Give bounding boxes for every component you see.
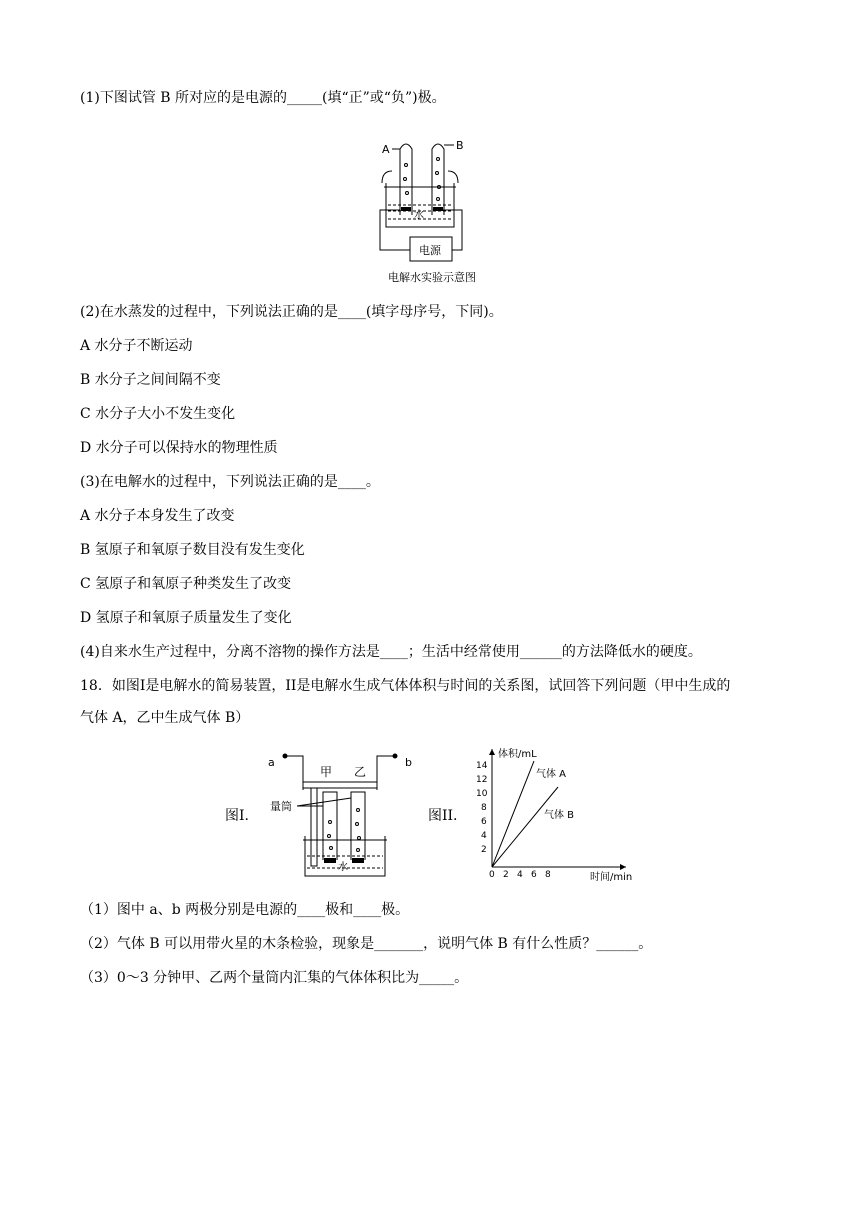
x-tick-8: 8 xyxy=(545,870,551,880)
tube-a-label: A xyxy=(382,143,390,156)
x-tick-2: 2 xyxy=(503,870,509,880)
q18-sub2: （2）气体 B 可以用带火星的木条检验，现象是_______，说明气体 B 有什么性质？______。 xyxy=(80,936,653,952)
volume-time-chart xyxy=(476,745,641,885)
x-axis-label: 时间/min xyxy=(590,872,633,883)
electrolysis-figure-1 xyxy=(370,135,510,289)
y-axis-label: 体积/mL xyxy=(498,749,537,760)
x-tick-4: 4 xyxy=(517,870,523,880)
x-tick-0: 0 xyxy=(489,870,495,880)
q17-part2-option-d: D 水分子可以保持水的物理性质 xyxy=(80,440,278,456)
q17-part2: (2)在水蒸发的过程中，下列说法正确的是____(填字母序号，下同)。 xyxy=(80,304,503,320)
q17-part3-option-a: A 水分子本身发生了改变 xyxy=(80,508,235,524)
water-label: 水 xyxy=(414,210,424,221)
power-label: 电源 xyxy=(419,244,441,257)
q17-part3-option-c: C 氢原子和氧原子种类发生了改变 xyxy=(80,576,292,592)
y-tick-6: 6 xyxy=(481,817,487,827)
q17-part3-option-d: D 氢原子和氧原子质量发生了变化 xyxy=(80,610,292,626)
y-tick-8: 8 xyxy=(481,803,487,813)
trough-water-label: 水 xyxy=(338,862,348,873)
electrode-b-label: b xyxy=(405,756,412,769)
q18-sub3: （3）0～3 分钟甲、乙两个量筒内汇集的气体体积比为_____。 xyxy=(80,970,469,986)
electrode-a-label: a xyxy=(268,756,275,769)
volume-time-graph xyxy=(476,745,641,889)
y-tick-4: 4 xyxy=(481,831,487,841)
q17-part2-option-b: B 水分子之间间隔不变 xyxy=(80,372,221,388)
q18-sub1: （1）图中 a、b 两极分别是电源的____极和____极。 xyxy=(80,902,410,918)
electrolysis-figure-2 xyxy=(265,748,415,892)
gas-b-line xyxy=(492,787,558,867)
y-tick-10: 10 xyxy=(476,789,488,799)
figure-caption: 电解水实验示意图 xyxy=(388,271,476,284)
electrolysis-diagram-2 xyxy=(265,748,415,888)
q18-stem-line1: 18．如图I是电解水的简易装置，II是电解水生成气体体积与时间的关系图，试回答下列问题（甲中生成的 xyxy=(80,678,731,694)
y-tick-2: 2 xyxy=(481,845,487,855)
q17-part3-option-b: B 氢原子和氧原子数目没有发生变化 xyxy=(80,542,305,558)
gas-a-line xyxy=(492,761,534,867)
x-tick-6: 6 xyxy=(531,870,537,880)
measuring-cylinder-label: 量筒 xyxy=(270,800,292,813)
figure-i-label: 图I. xyxy=(225,808,249,824)
gas-b-label: 气体 B xyxy=(544,810,575,821)
gas-a-label: 气体 A xyxy=(536,769,567,780)
electrolysis-diagram-1 xyxy=(370,135,510,285)
q17-part4: (4)自来水生产过程中，分离不溶物的操作方法是____；生活中经常使用______的方法降低水的硬度。 xyxy=(80,644,702,660)
q18-stem-line2: 气体 A，乙中生成气体 B） xyxy=(80,710,250,726)
q17-part3: (3)在电解水的过程中，下列说法正确的是____。 xyxy=(80,474,380,490)
q17-part1: (1)下图试管 B 所对应的是电源的_____(填“正”或“负”)极。 xyxy=(80,90,446,106)
tube-jia-label: 甲 xyxy=(320,765,333,779)
q17-part2-option-a: A 水分子不断运动 xyxy=(80,338,193,354)
tube-b-label: B xyxy=(456,139,464,152)
q17-part2-option-c: C 水分子大小不发生变化 xyxy=(80,406,236,422)
tube-yi-label: 乙 xyxy=(354,765,367,779)
y-tick-14: 14 xyxy=(476,761,488,771)
figure-ii-label: 图II. xyxy=(428,808,458,824)
y-tick-12: 12 xyxy=(476,775,488,785)
